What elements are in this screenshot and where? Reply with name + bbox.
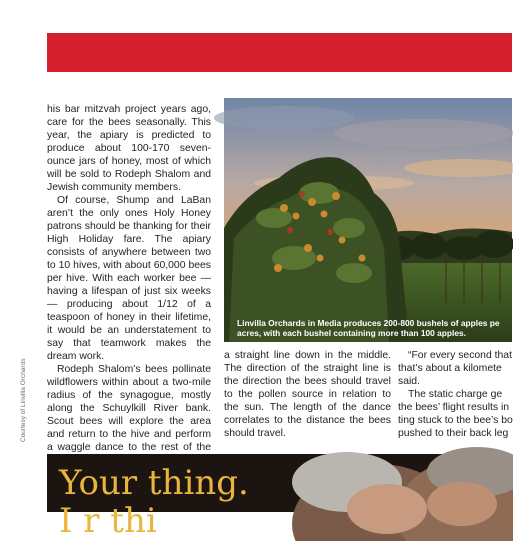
text-line: pushed to their back leg — [398, 428, 509, 439]
orchard-photo — [224, 98, 512, 342]
text-line: “For every second that — [408, 350, 512, 361]
text-line: ting stuck to the bee’s bo — [398, 415, 513, 426]
caption-line: acres, with each bushel containing more than 100 apples. — [237, 328, 466, 338]
article-column-2 — [224, 349, 391, 440]
text-line: the bees’ flight results in — [398, 402, 510, 413]
paragraph: Rodeph Shalom’s bees pollinate wildflowers within about a two-mile radius of the synagogue, mostly along the Schuylkill River bank. Scout bees will explore the area and return to the hive and perform a waggle dance to the rest of the — [47, 364, 211, 453]
header-color-band — [47, 33, 512, 72]
photo-credit: Courtesy of Linvilla Orchards — [20, 358, 27, 442]
paragraph: his bar mitzvah project years ago, care for the bees seasonally. This year, the apiary is predicted to produce about 100-170 seven-ounce jars of honey, most of which will be sold to Rodeph Shalom and Jewish community members. — [47, 104, 211, 193]
photo-caption — [237, 318, 512, 338]
paragraph: Of course, Shump and LaBan aren’t the only ones Holy Honey patrons should be thanking for their High Holiday fare. The apiary consists of anywhere between two to 10 hives, with about 60,000 bees per hive. With each worker bee — having a lifespan of just six weeks — producing about 1/12 of a teaspoon of honey in their lifetime, it would be an understatement to say that teamwork makes the dream work. — [47, 195, 211, 362]
text-line: said. — [398, 376, 420, 387]
text-line: The static charge ge — [408, 389, 503, 400]
advertisement-banner[interactable] — [47, 454, 512, 541]
ad-headline — [59, 464, 249, 540]
ad-headline-line: I r thi — [59, 501, 157, 541]
article-column-1 — [47, 103, 211, 467]
caption-line: Linvilla Orchards in Media produces 200-800 bushels of apples pe — [237, 318, 500, 328]
text-line: that’s about a kilomete — [398, 363, 502, 374]
article-column-3 — [398, 349, 512, 440]
paragraph: a straight line down in the middle. The direction of the straight line is the direction the bees should travel to the pollen source in relation to the sun. The length of the dance correlates to the distance the bees should travel. — [224, 350, 391, 439]
ad-headline-line: Your thing. — [59, 463, 249, 503]
